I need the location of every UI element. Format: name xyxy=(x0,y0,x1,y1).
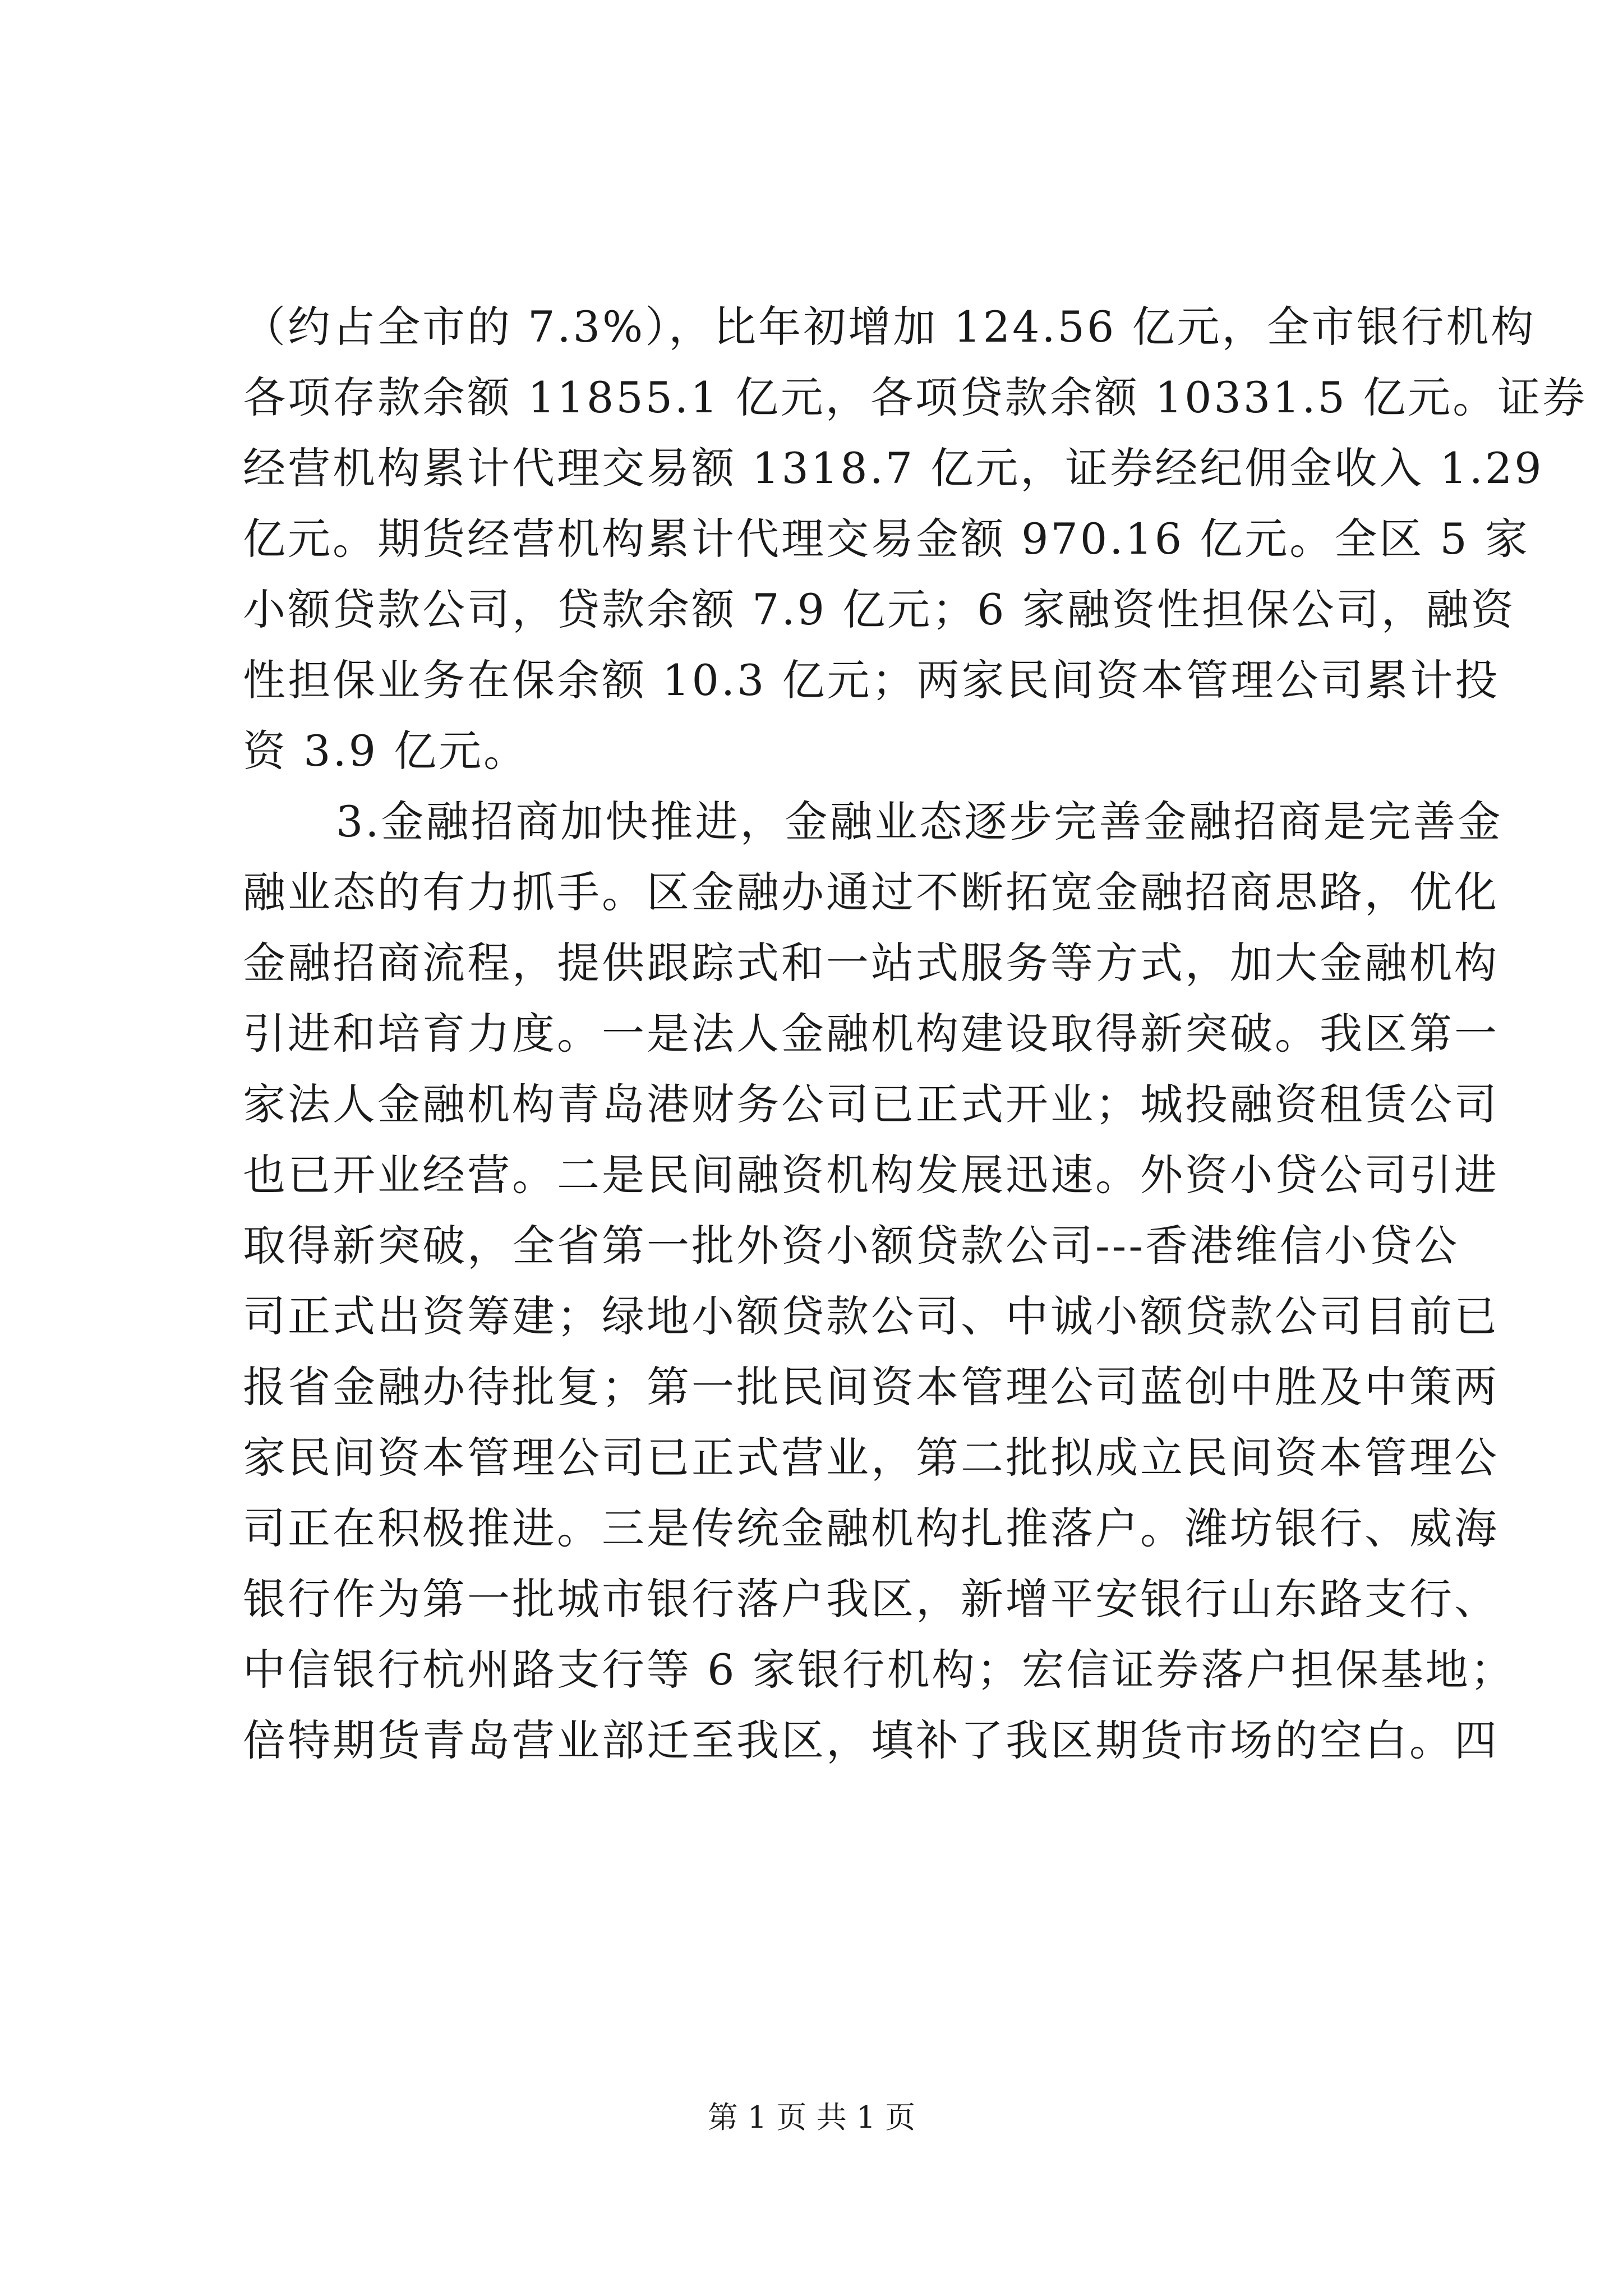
text-line: 3.金融招商加快推进，金融业态逐步完善金融招商是完善金 xyxy=(336,797,1503,846)
text-line: 亿元。期货经营机构累计代理交易金额 970.16 亿元。全区 5 家 xyxy=(243,514,1530,564)
text-line: 报省金融办待批复；第一批民间资本管理公司蓝创中胜及中策两 xyxy=(243,1362,1499,1412)
text-line: 经营机构累计代理交易额 1318.7 亿元，证券经纪佣金收入 1.29 xyxy=(243,443,1544,493)
text-line: 司正在积极推进。三是传统金融机构扎推落户。潍坊银行、威海 xyxy=(243,1503,1499,1553)
document-body xyxy=(243,292,1588,1776)
text-line: 家法人金融机构青岛港财务公司已正式开业；城投融资租赁公司 xyxy=(243,1079,1499,1129)
text-line: 倍特期货青岛营业部迁至我区，填补了我区期货市场的空白。四 xyxy=(243,1715,1499,1765)
text-line: 引进和培育力度。一是法人金融机构建设取得新突破。我区第一 xyxy=(243,1009,1499,1059)
page-footer xyxy=(0,2098,1623,2137)
text-line: 性担保业务在保余额 10.3 亿元；两家民间资本管理公司累计投 xyxy=(243,655,1500,705)
page-number-label: 第 1 页 共 1 页 xyxy=(707,2100,916,2135)
text-line: 融业态的有力抓手。区金融办通过不断拓宽金融招商思路，优化 xyxy=(243,867,1499,917)
text-line: 银行作为第一批城市银行落户我区，新增平安银行山东路支行、 xyxy=(243,1574,1499,1624)
text-line: 取得新突破，全省第一批外资小额贷款公司---香港维信小贷公 xyxy=(243,1221,1460,1271)
text-line: 各项存款余额 11855.1 亿元，各项贷款余额 10331.5 亿元。证券 xyxy=(243,372,1588,422)
text-line: 金融招商流程，提供跟踪式和一站式服务等方式，加大金融机构 xyxy=(243,938,1499,988)
text-line: （约占全市的 7.3%），比年初增加 124.56 亿元，全市银行机构 xyxy=(243,302,1536,352)
text-line: 司正式出资筹建；绿地小额贷款公司、中诚小额贷款公司目前已 xyxy=(243,1291,1499,1341)
text-line: 也已开业经营。二是民间融资机构发展迅速。外资小贷公司引进 xyxy=(243,1150,1499,1200)
text-line: 中信银行杭州路支行等 6 家银行机构；宏信证券落户担保基地； xyxy=(243,1645,1515,1695)
text-line: 小额贷款公司，贷款余额 7.9 亿元；6 家融资性担保公司，融资 xyxy=(243,585,1516,634)
text-line: 家民间资本管理公司已正式营业，第二批拟成立民间资本管理公 xyxy=(243,1433,1499,1483)
text-line: 资 3.9 亿元。 xyxy=(243,726,529,776)
